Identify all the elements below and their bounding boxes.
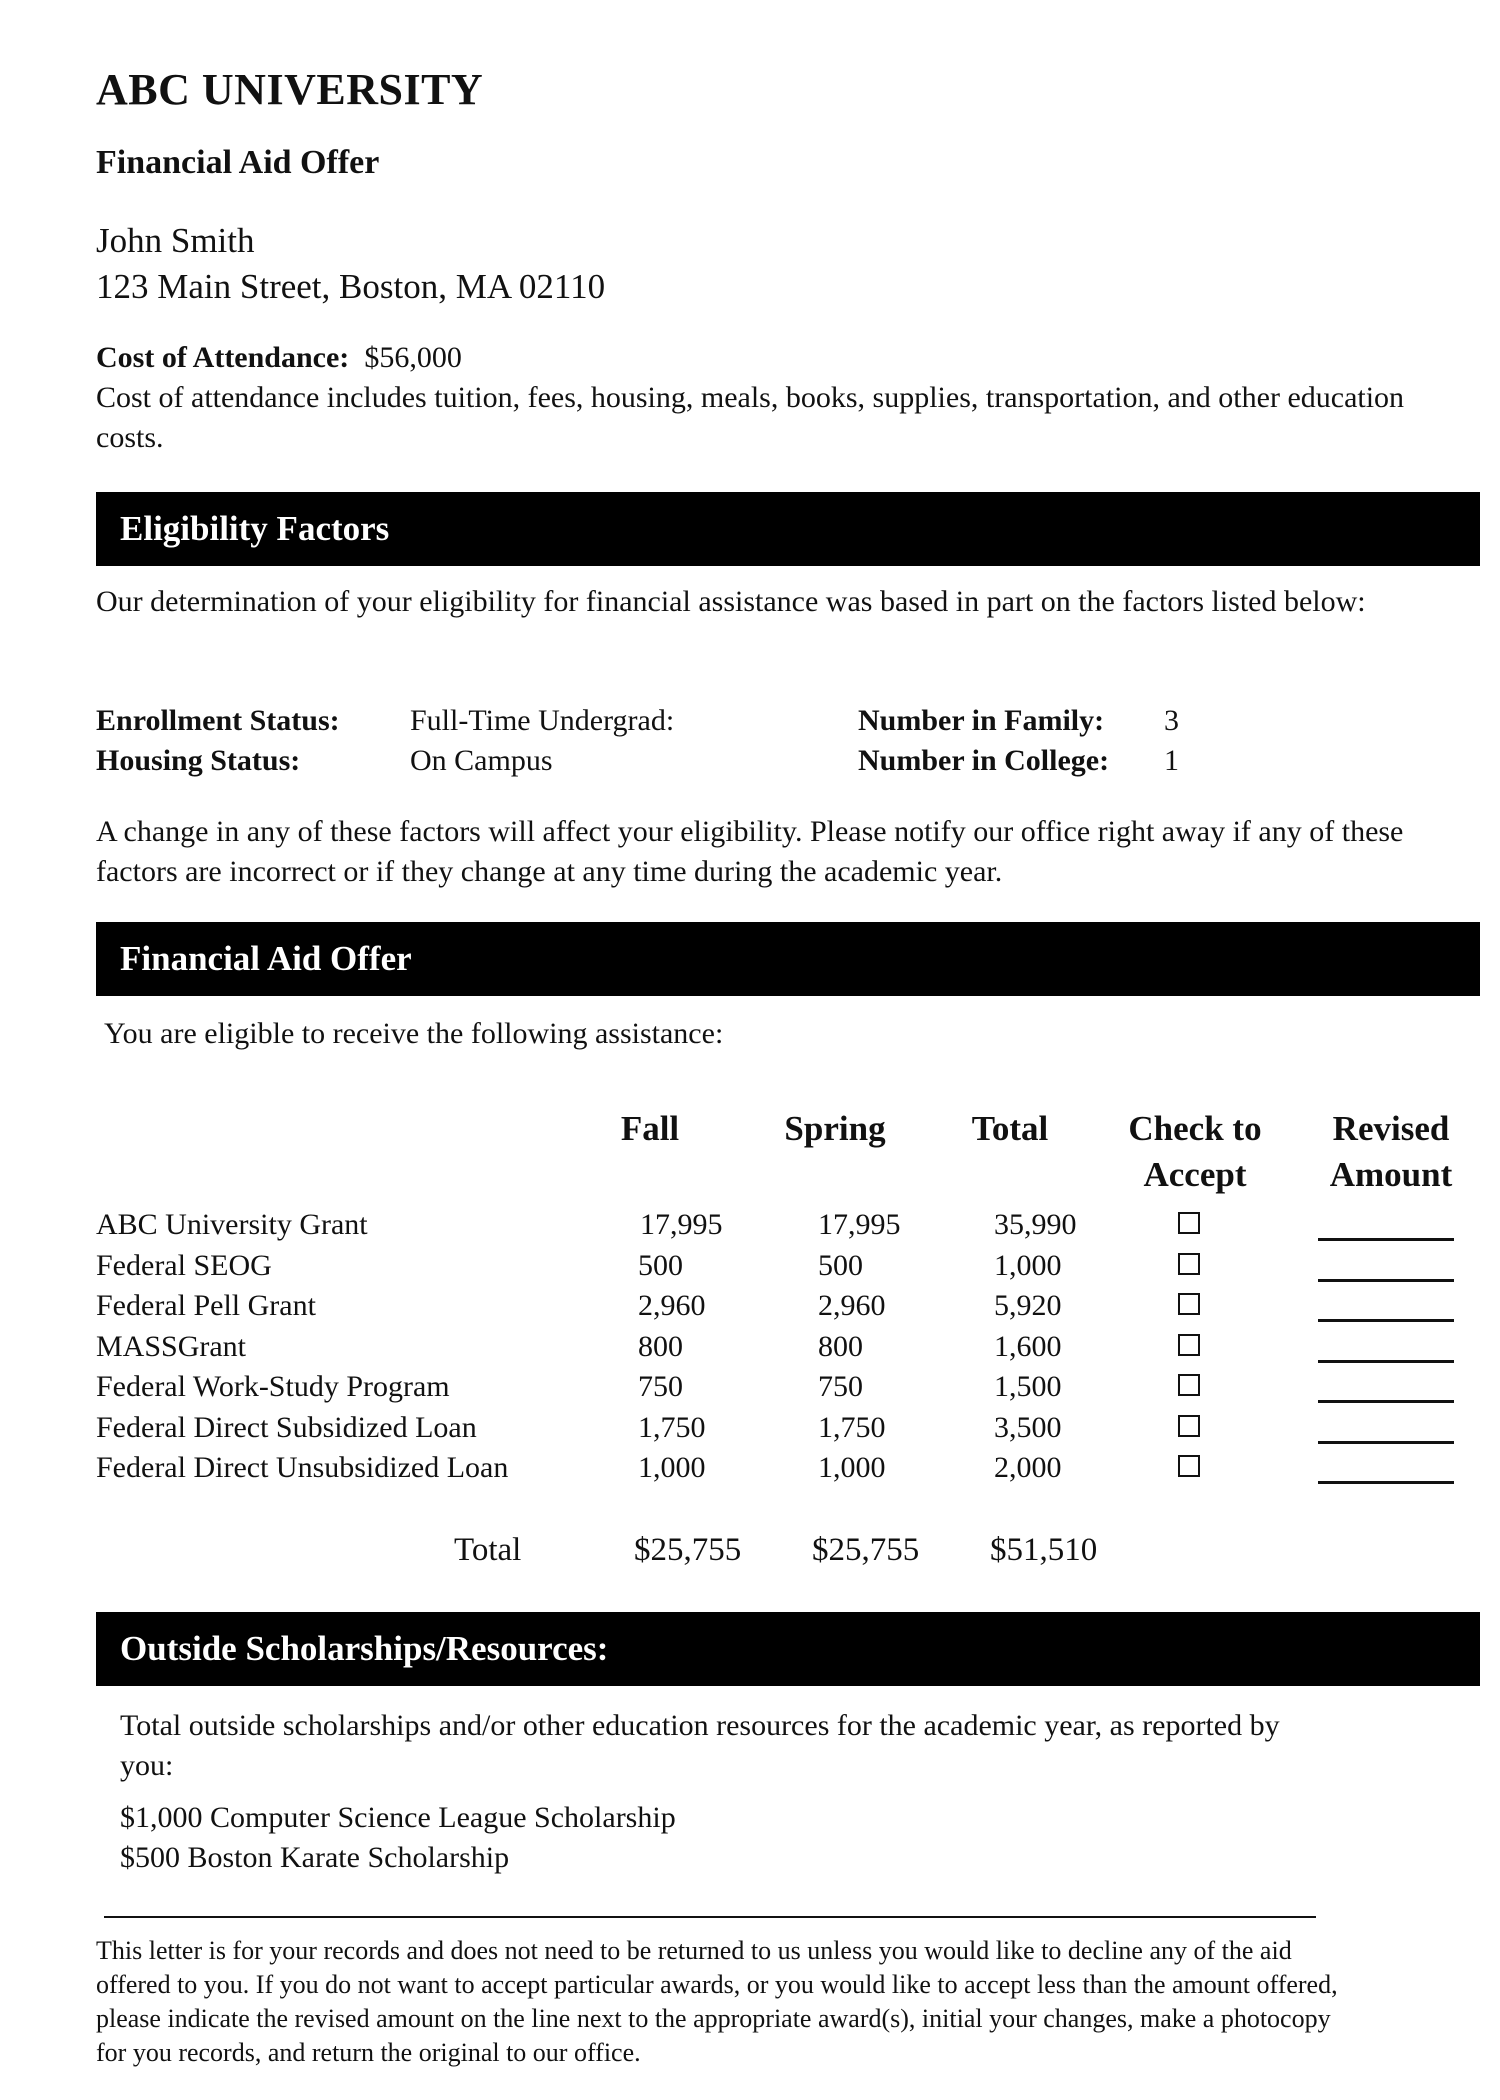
cost-of-attendance: [96, 338, 1426, 458]
aid-row-total: 35,990: [994, 1208, 1077, 1241]
student-name: John Smith: [96, 221, 255, 260]
aid-row-spring: 800: [818, 1330, 863, 1363]
revised-amount-line[interactable]: [1318, 1238, 1454, 1241]
aid-row-total: 3,500: [994, 1411, 1062, 1444]
family-label: Number in Family:: [858, 704, 1105, 737]
revised-amount-line[interactable]: [1318, 1279, 1454, 1282]
outside-list: [120, 1798, 676, 1878]
footer-note: This letter is for your records and does not need to be returned to us unless you would like to decline any of the aid offered to you. If you do not want to accept particular awards, or you would like to accept less than the amount offered, please indicate the revised amount on the line next to the appropriate award(s), initial your changes, make a photocopy for you records, and return the original to our office.: [96, 1936, 1338, 2067]
aid-row-name: Federal Work-Study Program: [96, 1370, 450, 1403]
offer-intro: You are eligible to receive the following assistance:: [104, 1017, 724, 1050]
col-check-to-accept: Check to Accept: [1128, 1109, 1262, 1194]
revised-amount-line[interactable]: [1318, 1360, 1454, 1363]
aid-row-spring: 750: [818, 1370, 863, 1403]
col-spring: Spring: [784, 1109, 886, 1148]
aid-row-name: Federal Pell Grant: [96, 1289, 316, 1322]
aid-row-total: 2,000: [994, 1451, 1062, 1484]
col-total: Total: [971, 1109, 1049, 1148]
revised-amount-line[interactable]: [1318, 1400, 1454, 1403]
document-subtitle: Financial Aid Offer: [96, 144, 380, 181]
university-name: ABC UNIVERSITY: [96, 65, 484, 114]
eligibility-notice: A change in any of these factors will affect your eligibility. Please notify our office right away if any of these factors are incorrect or if they change at any time during the academic year.: [96, 815, 1404, 888]
aid-row-spring: 2,960: [818, 1289, 886, 1322]
enrollment-value: Full-Time Undergrad:: [410, 704, 675, 737]
aid-row-spring: 500: [818, 1249, 863, 1282]
accept-checkbox[interactable]: [1178, 1253, 1200, 1275]
revised-amount-line[interactable]: [1318, 1441, 1454, 1444]
totals-label: Total: [454, 1532, 522, 1568]
cost-note: Cost of attendance includes tuition, fees, housing, meals, books, supplies, transportation, and other education costs.: [96, 381, 1405, 454]
accept-checkbox[interactable]: [1178, 1293, 1200, 1315]
aid-row-name: MASSGrant: [96, 1330, 247, 1363]
aid-row-spring: 17,995: [818, 1208, 901, 1241]
accept-checkbox[interactable]: [1178, 1415, 1200, 1437]
aid-row-fall: 17,995: [640, 1208, 723, 1241]
college-value: 1: [1164, 744, 1179, 777]
aid-row-fall: 1,000: [638, 1451, 706, 1484]
revised-amount-line[interactable]: [1318, 1481, 1454, 1484]
family-value: 3: [1164, 704, 1179, 737]
divider: [104, 1916, 1316, 1918]
aid-row-spring: 1,750: [818, 1411, 886, 1444]
outside-heading: Outside Scholarships/Resources:: [96, 1612, 1480, 1686]
aid-row-name: Federal Direct Unsubsidized Loan: [96, 1451, 509, 1484]
aid-row-fall: 800: [638, 1330, 683, 1363]
offer-heading: Financial Aid Offer: [96, 922, 1480, 996]
totals-spring: $25,755: [812, 1532, 920, 1568]
cost-value: $56,000: [364, 341, 462, 374]
accept-checkbox[interactable]: [1178, 1212, 1200, 1234]
totals-fall: $25,755: [634, 1532, 742, 1568]
outside-intro: Total outside scholarships and/or other education resources for the academic year, as reported by you:: [120, 1709, 1280, 1782]
student-address: 123 Main Street, Boston, MA 02110: [96, 267, 606, 306]
eligibility-heading: Eligibility Factors: [96, 492, 1480, 566]
col-revised-amount: Revised Amount: [1329, 1109, 1453, 1194]
aid-row-name: Federal Direct Subsidized Loan: [96, 1411, 477, 1444]
aid-row-total: 1,600: [994, 1330, 1062, 1363]
aid-row-total: 5,920: [994, 1289, 1062, 1322]
list-item: $500 Boston Karate Scholarship: [120, 1841, 510, 1874]
aid-row-fall: 2,960: [638, 1289, 706, 1322]
aid-row-fall: 500: [638, 1249, 683, 1282]
enrollment-label: Enrollment Status:: [96, 704, 340, 737]
eligibility-intro: Our determination of your eligibility for financial assistance was based in part on the factors listed below:: [96, 585, 1366, 618]
totals-total: $51,510: [990, 1532, 1098, 1568]
accept-checkbox[interactable]: [1178, 1334, 1200, 1356]
housing-label: Housing Status:: [96, 744, 301, 777]
aid-row-name: Federal SEOG: [96, 1249, 272, 1282]
aid-row-total: 1,500: [994, 1370, 1062, 1403]
cost-label: Cost of Attendance:: [96, 341, 350, 374]
col-fall: Fall: [620, 1109, 680, 1148]
college-label: Number in College:: [858, 744, 1110, 777]
aid-row-fall: 1,750: [638, 1411, 706, 1444]
accept-checkbox[interactable]: [1178, 1455, 1200, 1477]
aid-row-fall: 750: [638, 1370, 683, 1403]
accept-checkbox[interactable]: [1178, 1374, 1200, 1396]
revised-amount-line[interactable]: [1318, 1319, 1454, 1322]
aid-row-total: 1,000: [994, 1249, 1062, 1282]
housing-value: On Campus: [410, 744, 553, 777]
list-item: $1,000 Computer Science League Scholarship: [120, 1801, 676, 1834]
student-block: [96, 218, 605, 310]
aid-row-name: ABC University Grant: [96, 1208, 368, 1241]
aid-row-spring: 1,000: [818, 1451, 886, 1484]
